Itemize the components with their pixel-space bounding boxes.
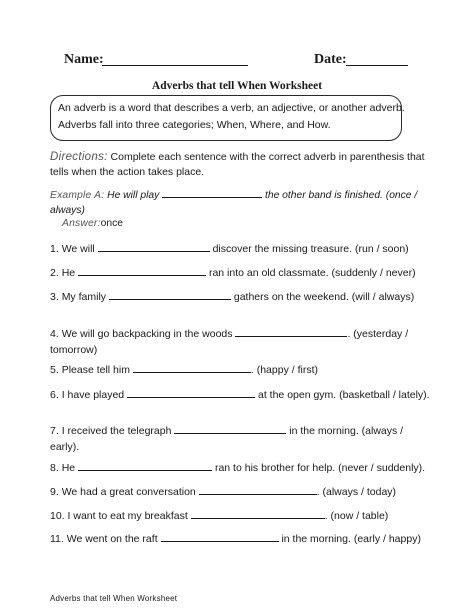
worksheet-title: Adverbs that tell When Worksheet <box>151 80 323 92</box>
question-number: 2. <box>50 267 59 279</box>
question-text-after: at the open gym. (basketball / lately). <box>258 389 430 401</box>
question-5 <box>50 362 430 378</box>
example-before: He will play <box>107 190 160 201</box>
answer-value: once <box>100 218 123 229</box>
answer-blank[interactable] <box>191 508 325 519</box>
question-text-after: in the morning. (always / early). <box>50 425 404 453</box>
answer-blank[interactable] <box>174 423 286 434</box>
definition-box <box>50 95 405 141</box>
header-row <box>64 52 414 72</box>
question-text-before: We went on the raft <box>66 533 158 545</box>
question-number: 11. <box>50 533 64 545</box>
example-a <box>50 187 435 218</box>
question-text-after: . (happy / first) <box>250 364 318 376</box>
question-text-before: My family <box>61 291 107 303</box>
question-2 <box>50 265 430 281</box>
answer-blank[interactable] <box>127 387 255 398</box>
question-1 <box>50 241 430 257</box>
question-text-before: We will go backpacking in the woods <box>61 328 233 340</box>
question-text-before: I want to eat my breakfast <box>67 510 188 522</box>
question-3 <box>50 289 430 305</box>
definition-line-2: Adverbs fall into three categories; When, Where, and How. <box>58 119 331 131</box>
question-8 <box>50 460 430 476</box>
question-number: 9. <box>50 486 59 498</box>
question-number: 3. <box>50 291 59 303</box>
example-label: Example A: <box>50 190 105 201</box>
question-text-after: in the morning. (early / happy) <box>281 533 421 545</box>
question-text-after: . (now / table) <box>324 510 389 522</box>
question-text-before: He <box>61 462 76 474</box>
question-number: 10. <box>50 510 65 522</box>
question-text-before: Please tell him <box>61 364 130 376</box>
question-number: 8. <box>50 462 59 474</box>
answer-blank[interactable] <box>235 326 347 337</box>
answer-blank[interactable] <box>161 531 279 542</box>
answer-blank[interactable] <box>109 289 231 300</box>
answer-blank[interactable] <box>199 484 317 495</box>
question-9 <box>50 484 430 500</box>
question-6 <box>50 387 430 403</box>
directions <box>50 150 430 180</box>
question-text-after: . (yesterday / tomorrow) <box>50 328 409 356</box>
name-blank <box>102 65 248 66</box>
question-text-before: We had a great conversation <box>61 486 196 498</box>
date-label: Date: <box>314 52 347 67</box>
question-text-before: He <box>61 267 76 279</box>
answer-blank[interactable] <box>78 460 212 471</box>
definition-line-1: An adverb is a word that describes a verb, an adjective, or another adverb. <box>58 102 405 114</box>
question-text-after: discover the missing treasure. (run / soon) <box>212 243 409 255</box>
question-11 <box>50 531 430 547</box>
date-blank <box>346 65 408 66</box>
answer-label: Answer: <box>62 218 101 229</box>
question-number: 7. <box>50 425 59 437</box>
answer-blank[interactable] <box>98 241 210 252</box>
example-blank <box>162 187 262 198</box>
question-4 <box>50 326 430 358</box>
question-10 <box>50 508 430 524</box>
name-label: Name: <box>64 52 104 67</box>
question-number: 4. <box>50 328 59 340</box>
question-text-after: gathers on the weekend. (will / always) <box>233 291 415 303</box>
directions-label: Directions: <box>50 151 108 163</box>
footer-text: Adverbs that tell When Worksheet <box>50 594 178 603</box>
question-text-after: . (always / today) <box>316 486 397 498</box>
question-7 <box>50 423 430 455</box>
question-number: 5. <box>50 364 59 376</box>
question-text-before: We will <box>61 243 95 255</box>
question-number: 6. <box>50 389 59 401</box>
question-text-before: I have played <box>61 389 125 401</box>
answer-blank[interactable] <box>78 265 206 276</box>
question-text-before: I received the telegraph <box>61 425 172 437</box>
answer-blank[interactable] <box>133 362 251 373</box>
example-after: the other band is finished. (once / always) <box>50 190 418 216</box>
question-text-after: ran into an old classmate. (suddenly / never) <box>208 267 416 279</box>
question-text-after: ran to his brother for help. (never / suddenly). <box>214 462 426 474</box>
directions-text: Complete each sentence with the correct adverb in parenthesis that tells when the action takes place. <box>50 151 425 178</box>
example-answer <box>62 218 123 229</box>
question-number: 1. <box>50 243 59 255</box>
